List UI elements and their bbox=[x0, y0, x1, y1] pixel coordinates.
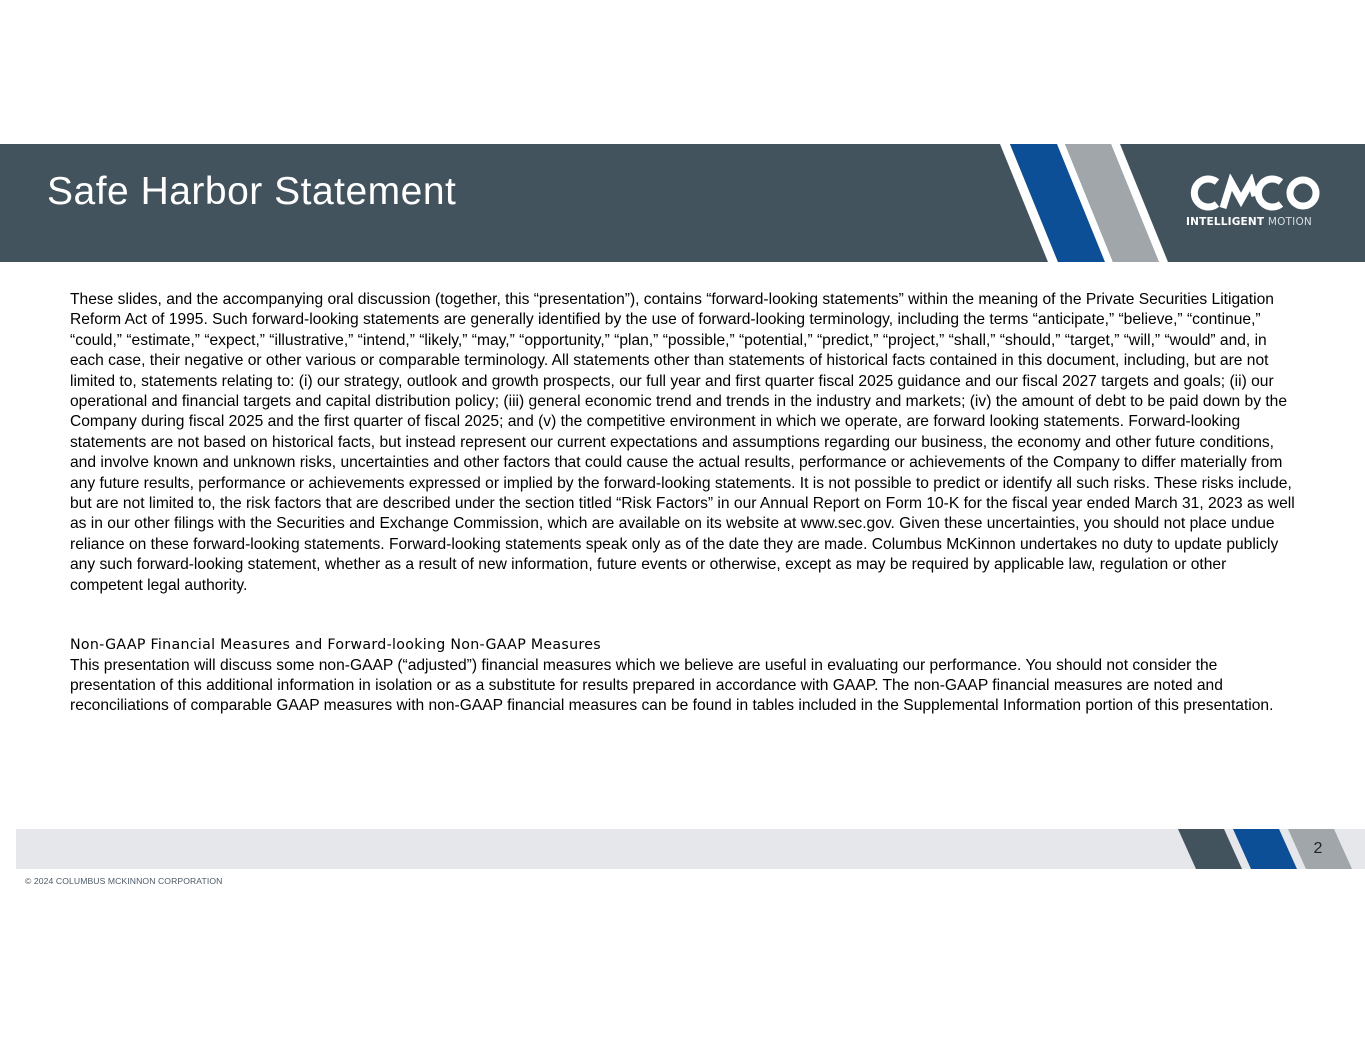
safe-harbor-paragraph: These slides, and the accompanying oral discussion (together, this “presentation”), contains “forward-looking statements” within the meaning of the Private Securities Litigation Reform Act of 1995. Such forward-looking statements are generally identified by the use of forward-looking terminology, including the terms “anticipate,” “believe,” “continue,” “could,” “estimate,” “expect,” “illustrative,” “intend,” “likely,” “may,” “opportunity,” “plan,” “possible,” “potential,” “predict,” “project,” “shall,” “should,” “target,” “will,” “would” and, in each case, their negative or other various or comparable terminology. All statements other than statements of historical facts contained in this document, including, but are not limited to, statements relating to: (i) our strategy, outlook and growth prospects, our full year and first quarter fiscal 2025 guidance and our fiscal 2027 targets and goals; (ii) our operational and financial targets and capital distribution policy; (iii) general economic trend and trends in the industry and markets; (iv) the amount of debt to be paid down by the Company during fiscal 2025 and the first quarter of fiscal 2025; and (v) the competitive environment in which we operate, are forward looking statements. Forward-looking statements are not based on historical facts, but instead represent our current expectations and assumptions regarding our business, the economy and other future conditions, and involve known and unknown risks, uncertainties and other factors that could cause the actual results, performance or achievements of the Company to differ materially from any future results, performance or achievements expressed or implied by the forward-looking statements. It is not possible to predict or identify all such risks. These risks include, but are not limited to, the risk factors that are described under the section titled “Risk Factors” in our Annual Report on Form 10-K for the fiscal year ended March 31, 2023 as well as in our other filings with the Securities and Exchange Commission, which are available on its website at www.sec.gov. Given these uncertainties, you should not place undue reliance on these forward-looking statements. Forward-looking statements speak only as of the date they are made. Columbus McKinnon undertakes no duty to update publicly any such forward-looking statement, whether as a result of new information, future events or otherwise, except as may be required by applicable law, regulation or other competent legal authority. bbox=[70, 291, 1295, 594]
header-stripes-decoration bbox=[0, 144, 1365, 262]
header-band bbox=[0, 144, 1365, 262]
page-title: Safe Harbor Statement bbox=[47, 170, 457, 213]
cmco-logo-mark bbox=[1185, 174, 1321, 214]
page-number: 2 bbox=[1313, 840, 1323, 857]
logo-tagline: INTELLIGENT MOTION bbox=[1186, 216, 1312, 228]
non-gaap-paragraph: This presentation will discuss some non-GAAP (“adjusted”) financial measures which we believe are useful in evaluating our performance. You should not consider the presentation of this additional information in isolation or as a substitute for results prepared in accordance with GAAP. The non-GAAP financial measures are noted and reconciliations of comparable GAAP measures with non-GAAP financial measures can be found in tables included in the Supplemental Information portion of this presentation. bbox=[70, 656, 1274, 715]
safe-harbor-content bbox=[70, 290, 1298, 717]
footer-stripe-dark bbox=[1178, 829, 1242, 869]
footer-stripes-decoration bbox=[16, 829, 1365, 869]
footer-stripe-blue bbox=[1233, 829, 1297, 869]
non-gaap-heading: Non-GAAP Financial Measures and Forward-looking Non-GAAP Measures bbox=[70, 637, 601, 654]
cmco-logo bbox=[1185, 174, 1325, 234]
copyright-notice: © 2024 COLUMBUS MCKINNON CORPORATION bbox=[25, 876, 223, 886]
footer-band bbox=[16, 829, 1365, 869]
